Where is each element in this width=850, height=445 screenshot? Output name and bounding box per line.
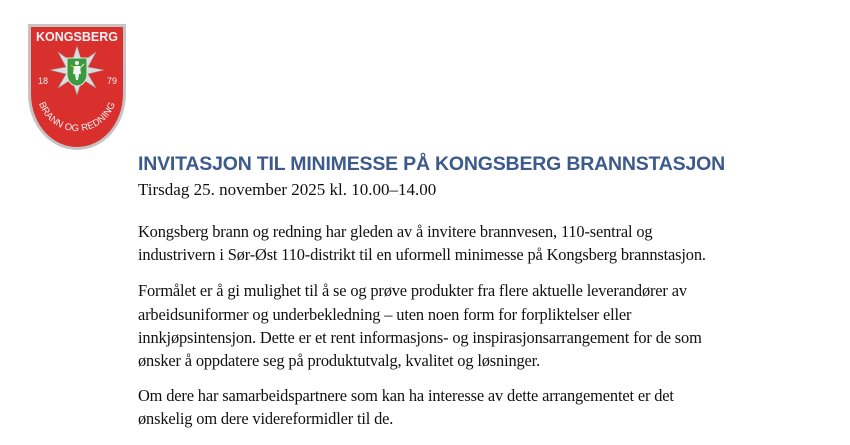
paragraph-purpose xyxy=(138,279,838,372)
logo-bottom-text: BRANN OG REDNING xyxy=(36,100,118,135)
paragraph-line: ønskelig om dere videreformidler til de. xyxy=(138,409,394,429)
paragraph-line: arbeidsuniformer og underbekledning – uten noen form for forpliktelser eller xyxy=(138,304,632,324)
paragraph-line: ønsker å oppdatere seg på produktutvalg, kvalitet og løsninger. xyxy=(138,351,541,371)
paragraph-line: Kongsberg brann og redning har gleden av å invitere brannvesen, 110-sentral og xyxy=(138,222,653,241)
document-title: INVITASJON TIL MINIMESSE PÅ KONGSBERG BRANNSTASJON xyxy=(138,153,725,175)
paragraph-partners xyxy=(138,384,838,430)
logo-year-left: 18 xyxy=(37,76,49,86)
event-date-time: Tirsdag 25. november 2025 kl. 10.00–14.00 xyxy=(138,180,437,199)
paragraph-line: Formålet er å gi mulighet til å se og prøve produkter fra flere aktuelle leverandører av xyxy=(138,281,687,301)
kongsberg-brann-og-redning-logo xyxy=(26,22,128,152)
paragraph-line: industrivern i Sør-Øst 110-distrikt til en uformell minimesse på Kongsberg brannstasjon. xyxy=(138,245,706,265)
logo-year-right: 79 xyxy=(106,76,118,86)
paragraph-invitation xyxy=(138,220,838,266)
document-body xyxy=(138,152,838,431)
paragraph-line: innkjøpsintensjon. Dette er et rent informasjons- og inspirasjonsarrangement for de som xyxy=(138,327,702,347)
logo-top-text: KONGSBERG xyxy=(36,30,118,44)
paragraph-line: Om dere har samarbeidspartnere som kan ha interesse av dette arrangementet er det xyxy=(138,386,674,406)
